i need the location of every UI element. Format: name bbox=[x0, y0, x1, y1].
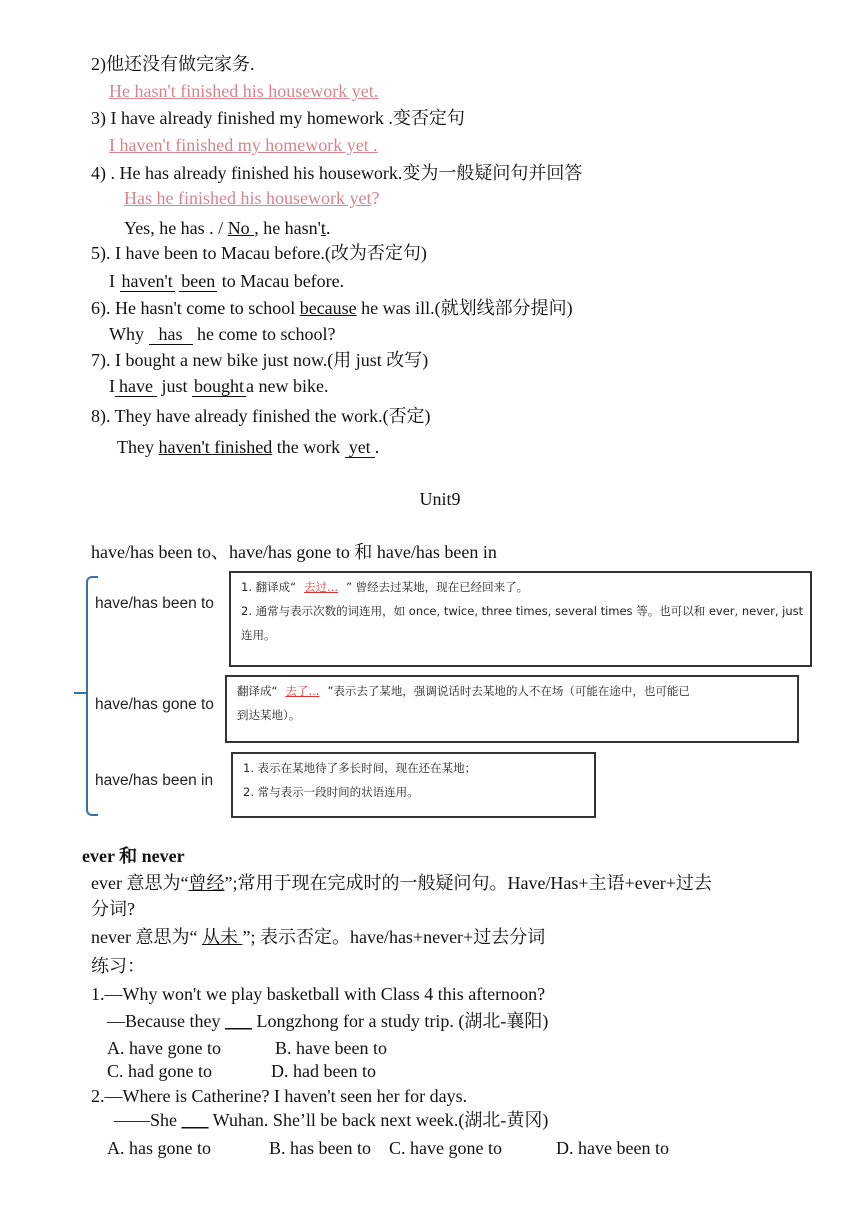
row1-line1 bbox=[241, 575, 800, 599]
never-def-b: ”; 表示否定。have/has+never+过去分词 bbox=[242, 927, 546, 947]
q5-post: to Macau before. bbox=[217, 271, 345, 291]
q4-answer-text: Has he finished his housework yet bbox=[124, 188, 372, 208]
unit-title: Unit9 bbox=[419, 489, 461, 509]
ex1-pre: —Because they bbox=[107, 1011, 225, 1031]
q8-blank-1: haven't finished bbox=[158, 437, 273, 457]
q8-answer bbox=[117, 436, 379, 458]
q6-prompt bbox=[91, 297, 573, 319]
ex2-option-d: D. have been to bbox=[556, 1138, 669, 1158]
q6-pre: Why bbox=[109, 324, 149, 344]
ex2-option-c: C. have gone to bbox=[389, 1138, 502, 1158]
q7-prompt: 7). I bought a new bike just now.(用 just 改写) bbox=[91, 350, 429, 370]
ex1-question: 1.—Why won't we play basketball with Class 4 this afternoon? bbox=[91, 984, 546, 1004]
ex2-post: Wuhan. She’ll be back next week.(湖北-黄冈) bbox=[208, 1110, 549, 1130]
q4-answer-end: ? bbox=[371, 188, 380, 208]
ever-def-b: ”;常用于现在完成时的一般疑问句。Have/Has+主语+ever+过去 bbox=[224, 873, 712, 893]
q8-blank-2: yet bbox=[345, 438, 375, 458]
ex2-question: 2.—Where is Catherine? I haven't seen her for days. bbox=[91, 1086, 468, 1106]
q7-post: a new bike. bbox=[246, 376, 329, 396]
row3-line1: 1. 表示在某地待了多长时间，现在还在某地； bbox=[243, 761, 477, 775]
row2-box bbox=[225, 675, 799, 743]
row2-label: have/has gone to bbox=[95, 696, 214, 713]
row2-line1-red: 去了... bbox=[285, 684, 320, 698]
q4-answer bbox=[124, 187, 379, 209]
q6-prompt-b: he was ill.(就划线部分提问) bbox=[356, 298, 573, 318]
q7-mid: just bbox=[156, 376, 192, 396]
row2-line1-a: 翻译成“ bbox=[237, 684, 278, 698]
row1-label: have/has been to bbox=[95, 595, 214, 612]
q6-post: he come to school? bbox=[192, 324, 336, 344]
q7-blank-2: bought bbox=[194, 376, 245, 396]
q7-answer bbox=[109, 375, 328, 397]
never-def-underlined: 从未 bbox=[201, 927, 243, 947]
ex2-option-b: B. has been to bbox=[269, 1138, 371, 1158]
q8-mid: the work bbox=[272, 437, 345, 457]
row1-line1-red: 去过... bbox=[304, 580, 339, 594]
row1-line1-a: 1. 翻译成“ bbox=[241, 580, 297, 594]
row2-line1 bbox=[237, 679, 787, 703]
ex1-post: Longzhong for a study trip. (湖北-襄阳) bbox=[251, 1011, 549, 1031]
ex1-option-a: A. have gone to bbox=[107, 1038, 221, 1058]
row3-label: have/has been in bbox=[95, 772, 214, 789]
q5-answer bbox=[109, 270, 344, 292]
q4-reply-no: No bbox=[227, 218, 255, 238]
practice-heading: 练习： bbox=[91, 956, 145, 976]
q6-prompt-underlined: because bbox=[299, 298, 357, 318]
q4-reply-yes: Yes, he has . / bbox=[124, 218, 228, 238]
ex2-answer-line bbox=[114, 1109, 548, 1131]
ex2-pre: ——She bbox=[114, 1110, 182, 1130]
q6-prompt-a: 6). He hasn't come to school bbox=[91, 298, 300, 318]
ever-def-cont: 分词? bbox=[91, 899, 135, 919]
never-def bbox=[91, 926, 545, 948]
q2-answer: He hasn't finished his housework yet. bbox=[109, 81, 379, 101]
q5-pre: I bbox=[109, 271, 120, 291]
bracket-tick bbox=[74, 692, 86, 694]
ever-def bbox=[91, 872, 712, 894]
ex2-option-a: A. has gone to bbox=[107, 1138, 211, 1158]
row3-line2: 2. 常与表示一段时间的状语连用。 bbox=[243, 785, 419, 799]
ex1-option-b: B. have been to bbox=[275, 1038, 387, 1058]
ex1-blank: ___ bbox=[224, 1011, 252, 1031]
q4-prompt: 4) . He has already finished his housework.变为一般疑问句并回答 bbox=[91, 163, 583, 183]
ex2-blank: ___ bbox=[181, 1110, 209, 1130]
q4-reply bbox=[124, 217, 330, 239]
ever-def-underlined: 曾经 bbox=[188, 873, 225, 893]
row3-box bbox=[231, 752, 596, 818]
q3-prompt: 3) I have already finished my homework .变否定句 bbox=[91, 108, 465, 128]
row1-line1-b: ” 曾经去过某地，现在已经回来了。 bbox=[346, 580, 529, 594]
q4-reply-end: . bbox=[325, 218, 331, 238]
q8-pre: They bbox=[117, 437, 159, 457]
ever-never-title: ever 和 never bbox=[82, 846, 185, 866]
q8-prompt: 8). They have already finished the work.(否定) bbox=[91, 406, 431, 426]
row1-line2: 2. 通常与表示次数的词连用，如 once, twice, three times, several times 等。也可以和 ever, never, just bbox=[241, 604, 804, 618]
q2-prompt: 2)他还没有做完家务. bbox=[91, 54, 255, 74]
ex1-option-c: C. had gone to bbox=[107, 1061, 212, 1081]
q4-reply-t: t bbox=[320, 218, 326, 238]
q7-pre: I bbox=[109, 376, 115, 396]
section-title: have/has been to、have/has gone to 和 have/has been in bbox=[91, 542, 497, 562]
q4-reply-mid: , he hasn' bbox=[254, 218, 321, 238]
q8-post: . bbox=[374, 437, 380, 457]
q5-prompt: 5). I have been to Macau before.(改为否定句) bbox=[91, 243, 427, 263]
row2-line1-b: ”表示去了某地，强调说话时去某地的人不在场（可能在途中，也可能已 bbox=[327, 684, 690, 698]
q6-answer bbox=[109, 323, 335, 345]
row1-box bbox=[229, 571, 812, 667]
never-def-a: never 意思为“ bbox=[91, 927, 202, 947]
ex1-answer-line bbox=[107, 1010, 548, 1032]
q6-blank-1: has bbox=[149, 325, 193, 345]
q5-blank-1: haven't bbox=[121, 271, 173, 291]
ever-def-a: ever 意思为“ bbox=[91, 873, 189, 893]
ex1-option-d: D. had been to bbox=[271, 1061, 376, 1081]
row2-line2: 到达某地）。 bbox=[237, 708, 301, 722]
q3-answer: I haven't finished my homework yet . bbox=[109, 135, 378, 155]
q5-blank-2: been bbox=[181, 271, 216, 291]
q7-blank-1: have bbox=[115, 377, 157, 397]
row1-line3: 连用。 bbox=[241, 628, 276, 642]
usage-diagram bbox=[68, 566, 818, 824]
